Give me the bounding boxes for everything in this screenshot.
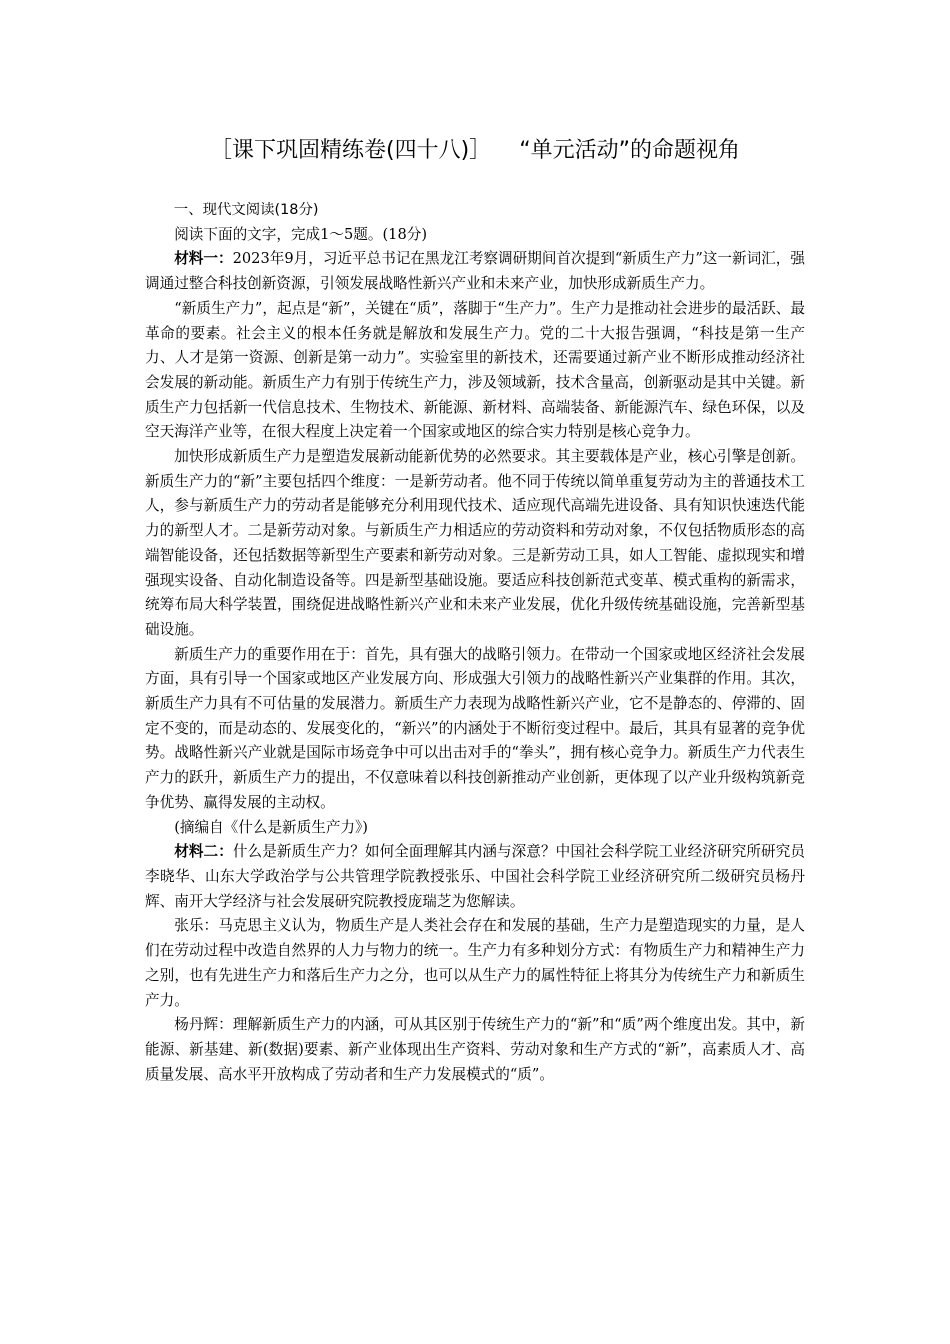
material1-paragraph-4: 新质生产力的重要作用在于：首先，具有强大的战略引领力。在带动一个国家或地区经济社会发展方面，具有引导一个国家或地区产业发展方向、形成强大引领力的战略性新兴产业集群的作用。其次，新质生产力具有不可估量的发展潜力。新质生产力表现为战略性新兴产业，它不是静态的、停滞的、固定不变的，而是动态的、发展变化的，“新兴”的内涵处于不断衍变过程中。最后，其具有显著的竞争优势。战略性新兴产业就是国际市场竞争中可以出击对手的“拳头”，拥有核心竞争力。新质生产力代表生产力的跃升，新质生产力的提出，不仅意味着以科技创新推动产业创新，更体现了以产业升级构筑新竞争优势、赢得发展的主动权。 [145,645,805,811]
material1-source: (摘编自《什么是新质生产力》) [174,818,368,836]
title-exam-label: ［课下巩固精练卷(四十八)］ [210,138,492,163]
material2-label: 材料二： [174,843,233,861]
material2-paragraph-1 [145,840,805,914]
reading-instruction: 阅读下面的文字，完成1～5题。(18分) [174,225,428,243]
material1-label: 材料一： [174,250,233,268]
material1-paragraph-2: “新质生产力”，起点是“新”，关键在“质”，落脚于“生产力”。生产力是推动社会进步的最活跃、最革命的要素。社会主义的根本任务就是解放和发展生产力。党的二十大报告强调，“科技是第一生产力、人才是第一资源、创新是第一动力”。实验室里的新技术，还需要通过新产业不断形成推动经济社会发展的新动能。新质生产力有别于传统生产力，涉及领域新，技术含量高，创新驱动是其中关键。新质生产力包括新一代信息技术、生物技术、新能源、新材料、高端装备、新能源汽车、绿色环保，以及空天海洋产业等，在很大程度上决定着一个国家或地区的综合实力特别是核心竞争力。 [145,299,805,441]
document-body [145,198,805,1087]
section-heading: 一、现代文阅读(18分) [173,202,319,218]
material2-paragraph-2: 张乐：马克思主义认为，物质生产是人类社会存在和发展的基础，生产力是塑造现实的力量，是人们在劳动过程中改造自然界的人力与物力的统一。生产力有多种划分方式：有物质生产力和精神生产力之别，也有先进生产力和落后生产力之分，也可以从生产力的属性特征上将其分为传统生产力和新质生产力。 [145,917,805,1009]
material1-paragraph-1 [145,247,805,296]
material2-paragraph-3: 杨丹辉：理解新质生产力的内涵，可从其区别于传统生产力的“新”和“质”两个维度出发。其中，新能源、新基建、新(数据)要素、新产业体现出生产资料、劳动对象和生产方式的“新”，高素质人才、高质量发展、高水平开放构成了劳动者和生产力发展模式的“质”。 [145,1016,805,1083]
material2-paragraph-1-text: 什么是新质生产力？如何全面理解其内涵与深意？中国社会科学院工业经济研究所研究员李晓华、山东大学政治学与公共管理学院教授张乐、中国社会科学院工业经济研究所二级研究员杨丹辉、南开大学经济与社会发展研究院教授庞瑞芝为您解读。 [145,843,805,910]
material1-paragraph-3: 加快形成新质生产力是塑造发展新动能新优势的必然要求。其主要载体是产业，核心引擎是创新。新质生产力的“新”主要包括四个维度：一是新劳动者。他不同于传统以简单重复劳动为主的普通技术工人，参与新质生产力的劳动者是能够充分利用现代技术、适应现代高端先进设备、具有知识快速迭代能力的新型人才。二是新劳动对象。与新质生产力相适应的劳动资料和劳动对象，不仅包括物质形态的高端智能设备，还包括数据等新型生产要素和新劳动对象。三是新劳动工具，如人工智能、虚拟现实和增强现实设备、自动化制造设备等。四是新型基础设施。要适应科技创新范式变革、模式重构的新需求，统筹布局大科学装置，围绕促进战略性新兴产业和未来产业发展，优化升级传统基础设施，完善新型基础设施。 [145,448,805,638]
page-title [0,134,950,168]
material1-paragraph-1-text: 2023年9月，习近平总书记在黑龙江考察调研期间首次提到“新质生产力”这一新词汇，强调通过整合科技创新资源，引领发展战略性新兴产业和未来产业，加快形成新质生产力。 [145,250,805,293]
title-topic: “单元活动”的命题视角 [519,138,740,163]
